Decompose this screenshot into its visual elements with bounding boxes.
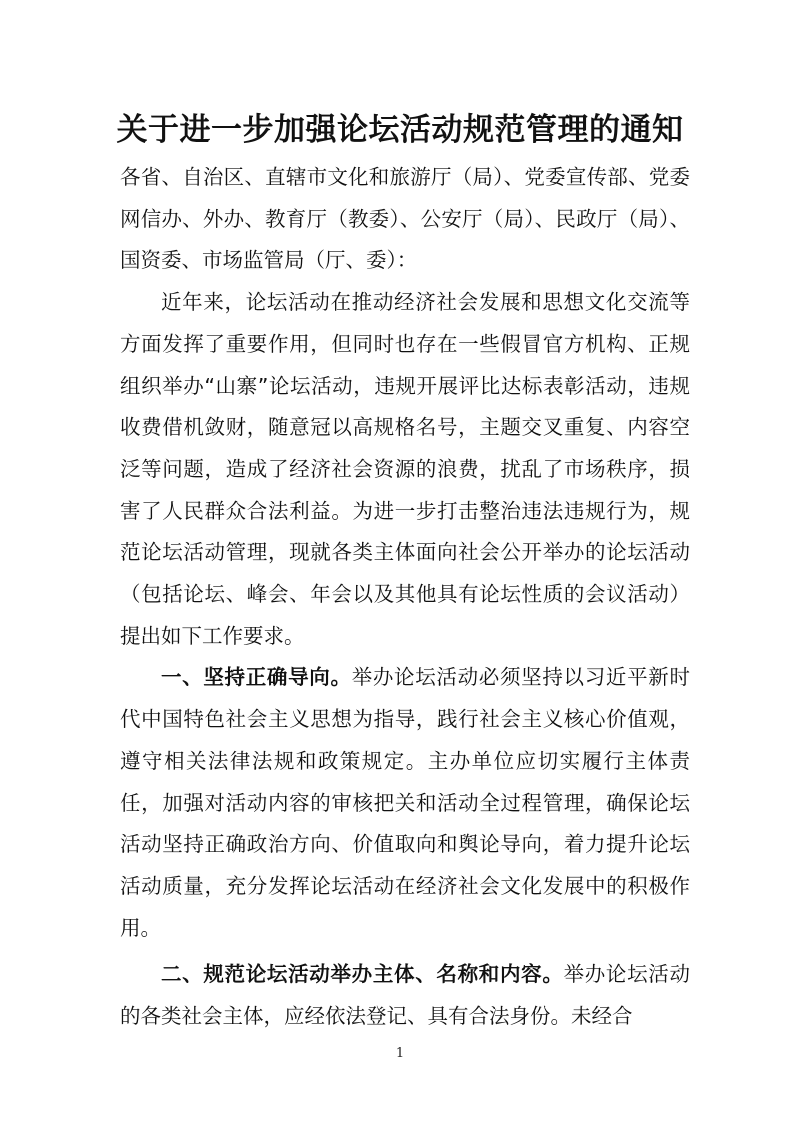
intro-paragraph: 近年来，论坛活动在推动经济社会发展和思想文化交流等方面发挥了重要作用，但同时也存在一些假冒官方机构、正规组织举办“山寨”论坛活动，违规开展评比达标表彰活动，违规收费借机敛财，随意冠以高规格名号，主题交叉重复、内容空泛等问题，造成了经济社会资源的浪费，扰乱了市场秩序，损害了人民群众合法利益。为进一步打击整治违法违规行为，规范论坛活动管理，现就各类主体面向社会公开举办的论坛活动（包括论坛、峰会、年会以及其他具有论坛性质的会议活动）提出如下工作要求。 (120, 290, 690, 648)
page-number: 1 (395, 1046, 405, 1061)
salutation-recipients: 各省、自治区、直辖市文化和旅游厅（局）、党委宣传部、党委网信办、外办、教育厅（教委）、公安厅（局）、民政厅（局）、国资委、市场监管局（厅、委）： (120, 165, 690, 273)
section-1-text: 举办论坛活动必须坚持以习近平新时代中国特色社会主义思想为指导，践行社会主义核心价值观，遵守相关法律法规和政策规定。主办单位应切实履行主体责任，加强对活动内容的审核把关和活动全过程管理，确保论坛活动坚持正确政治方向、价值取向和舆论导向，着力提升论坛活动质量，充分发挥论坛活动在经济社会文化发展中的积极作用。 (120, 665, 690, 940)
section-1-paragraph (120, 657, 690, 949)
document-body (120, 157, 690, 1038)
section-1-heading: 一、坚持正确导向。 (161, 665, 352, 690)
section-2-paragraph (120, 954, 690, 1037)
section-2-heading: 二、规范论坛活动举办主体、名称和内容。 (161, 962, 564, 987)
document-title: 关于进一步加强论坛活动规范管理的通知 (116, 112, 684, 148)
section-2-text: 举办论坛活动的各类社会主体，应经依法登记、具有合法身份。未经合 (120, 962, 690, 1029)
